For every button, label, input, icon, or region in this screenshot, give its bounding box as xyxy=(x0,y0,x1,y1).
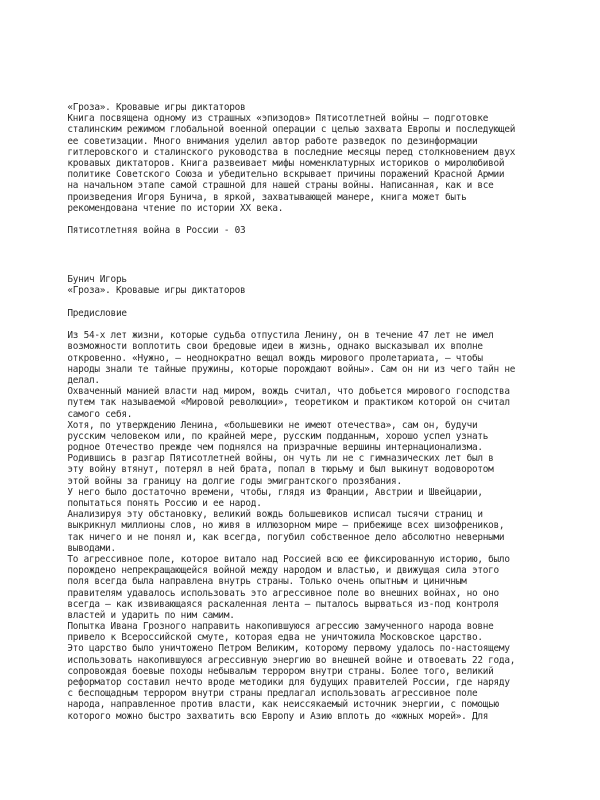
paragraph-line: народы знали те тайные пружины, которые порождают войны». Сам он ни из чего тайн не xyxy=(62,363,516,375)
annotation-text xyxy=(62,113,562,214)
paragraph-line: так ничего и не понял и, как всегда, погубил собственное дело абсолютно неверными xyxy=(62,531,505,543)
paragraph xyxy=(62,621,562,643)
paragraph xyxy=(62,487,562,509)
series-title: Пятисотлетняя война в России - 03 xyxy=(62,225,246,237)
paragraph-line: родное Отечество прежде чем поднялся на призрачные вершины интернационализма. xyxy=(62,442,483,454)
paragraph xyxy=(62,330,562,386)
section-heading: Предисловие xyxy=(62,307,127,319)
paragraph-line: Из 54-х лет жизни, которые судьба отпустила Ленину, он в течение 47 лет не имел xyxy=(62,330,494,342)
body-text xyxy=(62,330,562,722)
paragraph xyxy=(62,643,562,721)
book-annotation xyxy=(62,102,562,214)
paragraph xyxy=(62,509,562,554)
paragraph-line: У него было достаточно времени, чтобы, глядя из Франции, Австрии и Швейцарии, xyxy=(62,486,483,498)
paragraph-line: Попытка Ивана Грозного направить накопившуюся агрессию замученного народа вовне xyxy=(62,621,494,633)
paragraph-line: правителям удавалось использовать это агрессивное поле во внешних войнах, но оно xyxy=(62,587,499,599)
annotation-line: кровавых диктаторов. Книга развеивает мифы номенклатурных историков о миролюбивой xyxy=(62,157,505,169)
annotation-line: гитлеровского и сталинского руководства в последние месяцы перед столкновением двух xyxy=(62,146,516,158)
document-page xyxy=(62,102,562,722)
paragraph-line: Хотя, по утверждению Ленина, «большевики не имеют отечества», сам он, будучи xyxy=(62,419,478,431)
paragraph-line: выкрикнул миллионы слов, но живя в иллюзорном мире – прибежище всех шизофреников, xyxy=(62,520,505,532)
paragraph-line: которого можно быстро захватить всю Европу и Азию вплоть до «южных морей». Для xyxy=(62,710,489,722)
spacer xyxy=(62,214,562,225)
paragraph-line: Охваченный манией власти над миром, вождь считал, что добьется мирового господства xyxy=(62,386,510,398)
annotation-line: произведения Игоря Бунича, в яркой, захватывающей манере, книга может быть xyxy=(62,191,467,203)
paragraph-line: этой войны за границу на долгие годы эмигрантского прозябания. xyxy=(62,475,402,487)
author-name: Бунич Игорь xyxy=(62,274,127,286)
paragraph-line: путем так называемой «Мировой революции», теоретиком и практиком которой он считал xyxy=(62,397,510,409)
paragraph-line: привело к Всероссийской смуте, которая едва не уничтожила Московское царство. xyxy=(62,632,483,644)
paragraph xyxy=(62,554,562,621)
spacer xyxy=(62,319,562,330)
paragraph-line: эту войну втянут, потерял в ней брата, попал в тюрьму и был выкинут водоворотом xyxy=(62,464,494,476)
paragraph-line: попытаться понять Россию и ее народ. xyxy=(62,498,262,509)
paragraph-line: поля всегда была направлена внутрь страны. Только очень опытным и циничным xyxy=(62,576,467,588)
paragraph xyxy=(62,420,562,454)
paragraph-line: выводами. xyxy=(62,542,116,554)
paragraph-line: с беспощадным террором внутри страны предлагал использовать агрессивное поле xyxy=(62,688,478,700)
annotation-line: на начальном этапе самой страшной для нашей страны войны. Написанная, как и все xyxy=(62,180,494,192)
annotation-line: политике Советского Союза и убедительно вскрывает причины поражений Красной Армии xyxy=(62,169,505,181)
paragraph-line: возможности воплотить свои бредовые идеи в жизнь, однако высказывал их вполне xyxy=(62,341,483,353)
paragraph-line: использовать накопившуюся агрессивную энергию во внешней войне и отвоевать 22 года, xyxy=(62,654,516,666)
annotation-line: сталинским режимом глобальной военной операции с целью захвата Европы и последующей xyxy=(62,124,516,136)
annotation-line: рекомендована чтение по истории XX века. xyxy=(62,202,284,214)
paragraph-line: Анализируя эту обстановку, великий вождь большевиков исписал тысячи страниц и xyxy=(62,509,483,521)
paragraph-line: делал. xyxy=(62,374,100,386)
paragraph-line: всегда – как извивающаяся раскаленная лента – пыталось вырваться из-под контроля xyxy=(62,598,499,610)
paragraph xyxy=(62,386,562,420)
book-title: «Гроза». Кровавые игры диктаторов xyxy=(62,285,246,297)
annotation-title: «Гроза». Кровавые игры диктаторов xyxy=(62,102,246,113)
paragraph-line: откровенно. «Нужно, – неоднократно вещал вождь мирового пролетариата, – чтобы xyxy=(62,352,483,364)
spacer xyxy=(62,297,562,308)
paragraph-line: народа, направленное против власти, как неиссякаемый источник энергии, с помощью xyxy=(62,699,499,711)
paragraph-line: сопровождая боевые походы небывалым террором внутри страны. Более того, великий xyxy=(62,665,494,677)
paragraph xyxy=(62,453,562,487)
paragraph-line: Это царство было уничтожено Петром Великим, которому первому удалось по-настоящему xyxy=(62,643,510,655)
spacer xyxy=(62,236,562,274)
paragraph-line: властей и ударить по ним самим. xyxy=(62,609,235,621)
paragraph-line: реформатор составил нечто вроде методики для будущих правителей России, где наряду xyxy=(62,677,510,688)
paragraph-line: порождено непрекращающейся войной между народом и властью, и движущая сила этого xyxy=(62,565,499,577)
paragraph-line: То агрессивное поле, которое витало над Россией всю ее фиксированную историю, было xyxy=(62,553,510,565)
annotation-line: ее советизации. Много внимания уделил автор работе разведок по дезинформации xyxy=(62,135,478,147)
paragraph-line: самого себя. xyxy=(62,408,133,420)
paragraph-line: Родившись в разгар Пятисотлетней войны, он чуть ли не с гимназических лет был в xyxy=(62,453,494,465)
annotation-line: Книга посвящена одному из страшных «эпизодов» Пятисотлетней войны – подготовке xyxy=(62,113,489,125)
paragraph-line: русским человеком или, по крайней мере, русским подданным, хорошо успел узнать xyxy=(62,430,489,442)
